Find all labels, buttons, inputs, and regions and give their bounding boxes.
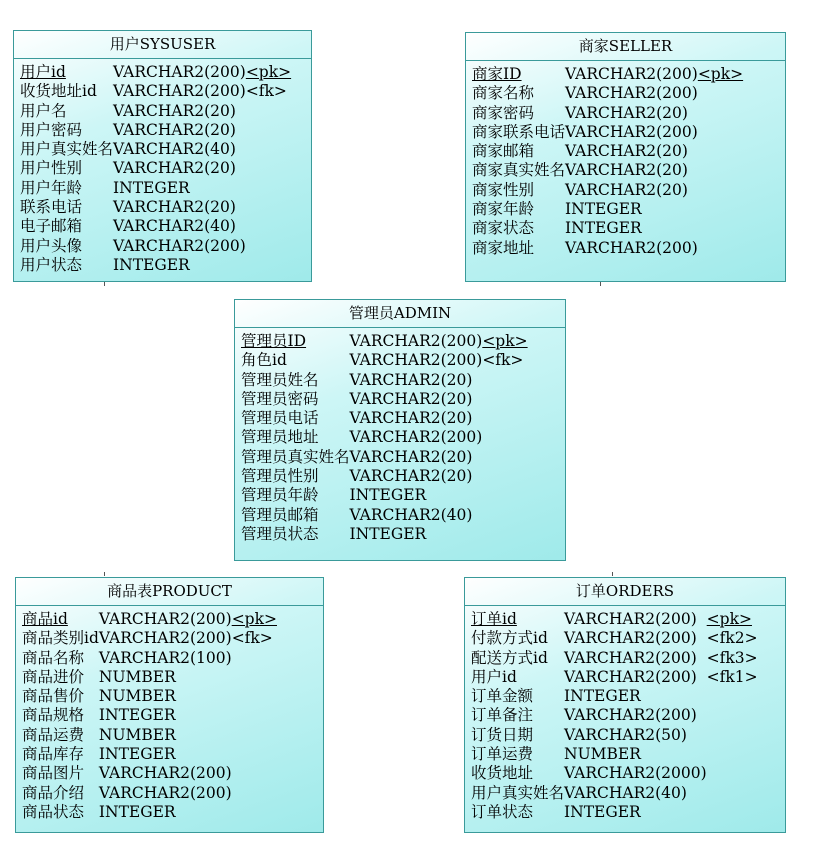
column-row	[20, 82, 291, 101]
column-name: 管理员ID	[241, 332, 307, 350]
connector-stub	[600, 282, 601, 286]
entity-title: 商品表PRODUCT	[16, 578, 323, 606]
column-row	[20, 237, 291, 256]
column-row	[471, 629, 758, 648]
entity-title: 订单ORDERS	[465, 578, 785, 606]
column-name: 商家真实姓名	[472, 161, 566, 180]
column-name: 用户年龄	[20, 178, 83, 197]
column-key	[698, 84, 743, 103]
column-row	[241, 371, 528, 390]
column-name: 商品进价	[22, 667, 85, 686]
column-row	[472, 142, 743, 161]
column-type: INTEGER	[98, 802, 176, 821]
column-row	[241, 332, 528, 351]
column-type: VARCHAR2(20)	[565, 180, 688, 199]
column-type: INTEGER	[113, 178, 190, 197]
column-key	[482, 371, 527, 390]
column-row	[22, 803, 277, 822]
column-row	[241, 506, 528, 525]
column-key: <fk>	[231, 629, 273, 648]
column-key: <fk>	[245, 82, 287, 101]
column-row	[22, 668, 277, 687]
column-name: 用户id	[20, 63, 66, 81]
column-row	[471, 784, 758, 803]
column-type: VARCHAR2(200)	[98, 764, 232, 783]
column-list	[22, 610, 277, 822]
column-key	[232, 784, 277, 803]
column-key	[698, 104, 743, 123]
column-name: 商品状态	[22, 802, 85, 821]
column-row	[20, 63, 291, 82]
column-name: 联系电话	[20, 198, 83, 217]
column-type: INTEGER	[565, 219, 642, 238]
column-key	[698, 200, 743, 219]
column-type: VARCHAR2(200)	[565, 84, 698, 103]
column-key	[232, 687, 277, 706]
column-key	[698, 142, 743, 161]
column-type: VARCHAR2(40)	[349, 505, 473, 524]
column-key	[707, 745, 758, 764]
column-row	[472, 104, 743, 123]
column-name: 商品介绍	[22, 783, 85, 802]
column-type: VARCHAR2(40)	[113, 140, 236, 159]
column-name: 订单id	[471, 610, 517, 628]
column-name: 收货地址id	[20, 82, 97, 101]
column-type: VARCHAR2(200)	[349, 332, 483, 350]
column-row	[20, 256, 291, 275]
column-row	[471, 726, 758, 745]
column-type: VARCHAR2(200)	[113, 63, 246, 81]
column-name: 订单金额	[471, 687, 534, 706]
column-type: NUMBER	[564, 745, 641, 764]
column-name: 用户真实姓名	[471, 783, 565, 802]
column-name: 商家ID	[472, 65, 522, 83]
column-key	[482, 486, 527, 505]
entity-orders[interactable]	[464, 577, 786, 833]
column-row	[20, 159, 291, 178]
entity-sysuser[interactable]	[13, 30, 312, 282]
column-key	[482, 506, 527, 525]
column-type: VARCHAR2(100)	[98, 648, 232, 667]
column-key	[698, 181, 743, 200]
column-row	[471, 610, 758, 629]
column-name: 商家密码	[472, 103, 535, 122]
column-key	[698, 219, 743, 238]
column-name: 商家状态	[472, 219, 535, 238]
column-row	[241, 486, 528, 505]
column-row	[241, 351, 528, 370]
connector-stub	[104, 282, 105, 286]
column-row	[22, 629, 277, 648]
column-key	[232, 706, 277, 725]
column-key	[246, 159, 291, 178]
column-name: 用户名	[20, 101, 67, 120]
column-type: VARCHAR2(200)	[98, 629, 232, 648]
column-type: INTEGER	[349, 486, 427, 505]
entity-product[interactable]	[15, 577, 324, 833]
column-name: 商家邮箱	[472, 142, 535, 161]
column-key: <pk>	[697, 65, 744, 83]
column-key	[246, 256, 291, 275]
column-row	[241, 525, 528, 544]
column-name: 订单运费	[471, 745, 534, 764]
column-name: 配送方式id	[471, 648, 548, 667]
column-type: VARCHAR2(200)	[564, 667, 697, 686]
column-row	[22, 784, 277, 803]
column-row	[472, 161, 743, 180]
column-type: VARCHAR2(20)	[113, 198, 236, 217]
column-type: VARCHAR2(200)	[113, 82, 246, 101]
column-row	[472, 219, 743, 238]
column-type: VARCHAR2(20)	[565, 161, 688, 180]
column-row	[22, 687, 277, 706]
column-row	[20, 121, 291, 140]
column-name: 商家名称	[472, 84, 535, 103]
column-key	[707, 764, 758, 783]
column-row	[471, 687, 758, 706]
column-type: VARCHAR2(20)	[113, 159, 236, 178]
column-name: 商品库存	[22, 745, 85, 764]
column-row	[22, 726, 277, 745]
column-key: <pk>	[245, 63, 292, 81]
column-name: 商品运费	[22, 725, 85, 744]
column-key	[232, 668, 277, 687]
column-row	[471, 764, 758, 783]
column-type: VARCHAR2(20)	[349, 389, 473, 408]
column-row	[22, 745, 277, 764]
column-type: VARCHAR2(20)	[113, 101, 236, 120]
column-key: <fk3>	[706, 648, 758, 667]
column-key: <fk>	[482, 351, 524, 370]
column-type: VARCHAR2(200)	[564, 648, 697, 667]
column-key	[482, 525, 527, 544]
column-type: VARCHAR2(200)	[564, 706, 697, 725]
column-list	[471, 610, 758, 822]
column-name: 商家性别	[472, 180, 535, 199]
column-key: <fk2>	[706, 629, 758, 648]
column-type: NUMBER	[98, 687, 176, 706]
column-type: INTEGER	[98, 706, 176, 725]
column-type: INTEGER	[349, 524, 427, 543]
column-key	[232, 803, 277, 822]
entity-admin[interactable]	[234, 299, 566, 561]
column-name: 商品图片	[22, 764, 85, 783]
column-name: 用户状态	[20, 255, 83, 274]
column-name: 电子邮箱	[20, 217, 83, 236]
column-key	[482, 448, 527, 467]
column-key	[698, 123, 743, 142]
column-key	[707, 784, 758, 803]
column-row	[20, 102, 291, 121]
column-type: VARCHAR2(20)	[565, 103, 688, 122]
column-key	[246, 102, 291, 121]
column-type: VARCHAR2(40)	[113, 217, 236, 236]
column-row	[472, 200, 743, 219]
column-type: VARCHAR2(50)	[564, 725, 687, 744]
column-type: INTEGER	[564, 687, 641, 706]
column-name: 商品id	[22, 610, 68, 628]
column-name: 管理员地址	[241, 428, 319, 447]
column-name: 订货日期	[471, 725, 534, 744]
column-row	[471, 803, 758, 822]
column-name: 商品规格	[22, 706, 85, 725]
entity-title: 用户SYSUSER	[14, 31, 311, 59]
column-type: VARCHAR2(20)	[565, 142, 688, 161]
column-name: 商品售价	[22, 687, 85, 706]
column-name: 管理员年龄	[241, 486, 319, 505]
column-name: 用户头像	[20, 236, 83, 255]
entity-seller[interactable]	[465, 32, 786, 282]
column-key	[232, 726, 277, 745]
column-type: VARCHAR2(200)	[565, 122, 698, 141]
column-type: VARCHAR2(200)	[564, 610, 697, 628]
column-type: NUMBER	[98, 725, 176, 744]
column-key	[246, 140, 291, 159]
column-name: 商家地址	[472, 238, 535, 257]
column-row	[241, 428, 528, 447]
column-type: NUMBER	[98, 667, 176, 686]
column-row	[20, 140, 291, 159]
column-name: 用户密码	[20, 120, 83, 139]
column-type: VARCHAR2(200)	[98, 610, 232, 628]
column-key	[698, 161, 743, 180]
column-type: VARCHAR2(20)	[349, 370, 473, 389]
column-row	[20, 217, 291, 236]
column-row	[472, 181, 743, 200]
column-row	[20, 198, 291, 217]
column-list	[241, 332, 528, 544]
column-name: 用户性别	[20, 159, 83, 178]
column-type: INTEGER	[113, 255, 190, 274]
column-key	[246, 179, 291, 198]
column-row	[472, 65, 743, 84]
column-row	[22, 764, 277, 783]
column-name: 商品名称	[22, 648, 85, 667]
column-key	[232, 745, 277, 764]
entity-title: 管理员ADMIN	[235, 300, 565, 328]
column-key	[707, 706, 758, 725]
column-key	[707, 803, 758, 822]
column-name: 管理员密码	[241, 389, 319, 408]
column-key: <pk>	[482, 332, 528, 350]
column-key	[698, 239, 743, 258]
column-key	[482, 428, 527, 447]
column-row	[471, 668, 758, 687]
column-name: 管理员真实姓名	[241, 447, 350, 466]
column-row	[241, 390, 528, 409]
column-type: VARCHAR2(2000)	[564, 764, 707, 783]
column-name: 商家年龄	[472, 200, 535, 219]
column-name: 管理员性别	[241, 467, 319, 486]
column-name: 用户id	[471, 667, 517, 686]
column-key	[707, 687, 758, 706]
column-type: VARCHAR2(20)	[349, 409, 473, 428]
column-row	[472, 239, 743, 258]
column-row	[241, 467, 528, 486]
column-key: <pk>	[231, 610, 277, 628]
column-name: 角色id	[241, 351, 287, 370]
column-name: 管理员邮箱	[241, 505, 319, 524]
connector-stub	[612, 572, 613, 576]
column-type: VARCHAR2(200)	[349, 428, 483, 447]
column-name: 订单备注	[471, 706, 534, 725]
entity-title: 商家SELLER	[466, 33, 785, 61]
column-type: INTEGER	[564, 802, 641, 821]
column-list	[472, 65, 743, 258]
column-row	[472, 123, 743, 142]
column-key: <pk>	[706, 610, 752, 628]
column-key	[482, 467, 527, 486]
column-name: 收货地址	[471, 764, 534, 783]
column-key	[232, 764, 277, 783]
column-type: VARCHAR2(40)	[564, 783, 687, 802]
column-key	[482, 390, 527, 409]
column-row	[22, 649, 277, 668]
column-type: VARCHAR2(20)	[113, 120, 236, 139]
column-type: INTEGER	[98, 745, 176, 764]
column-row	[22, 610, 277, 629]
column-key: <fk1>	[706, 667, 758, 686]
column-name: 管理员状态	[241, 524, 319, 543]
column-row	[241, 409, 528, 428]
column-key	[246, 217, 291, 236]
column-type: VARCHAR2(200)	[565, 65, 698, 83]
column-row	[471, 706, 758, 725]
column-name: 用户真实姓名	[20, 140, 114, 159]
column-type: INTEGER	[565, 200, 642, 219]
column-type: VARCHAR2(20)	[349, 447, 473, 466]
column-list	[20, 63, 291, 275]
column-type: VARCHAR2(200)	[98, 783, 232, 802]
connector-stub	[104, 572, 105, 576]
column-type: VARCHAR2(200)	[113, 236, 246, 255]
column-row	[20, 179, 291, 198]
column-row	[471, 649, 758, 668]
column-row	[472, 84, 743, 103]
column-key	[232, 649, 277, 668]
column-key	[707, 726, 758, 745]
column-name: 商品类别id	[22, 629, 99, 648]
column-key	[482, 409, 527, 428]
column-type: VARCHAR2(200)	[349, 351, 483, 370]
column-row	[471, 745, 758, 764]
column-key	[246, 198, 291, 217]
column-type: VARCHAR2(200)	[564, 629, 697, 648]
column-name: 付款方式id	[471, 629, 548, 648]
column-name: 管理员电话	[241, 409, 319, 428]
column-name: 管理员姓名	[241, 370, 319, 389]
column-type: VARCHAR2(20)	[349, 467, 473, 486]
column-key	[246, 121, 291, 140]
column-key	[246, 237, 291, 256]
column-type: VARCHAR2(200)	[565, 238, 698, 257]
column-row	[22, 706, 277, 725]
column-name: 商家联系电话	[472, 122, 566, 141]
column-name: 订单状态	[471, 802, 534, 821]
column-row	[241, 448, 528, 467]
